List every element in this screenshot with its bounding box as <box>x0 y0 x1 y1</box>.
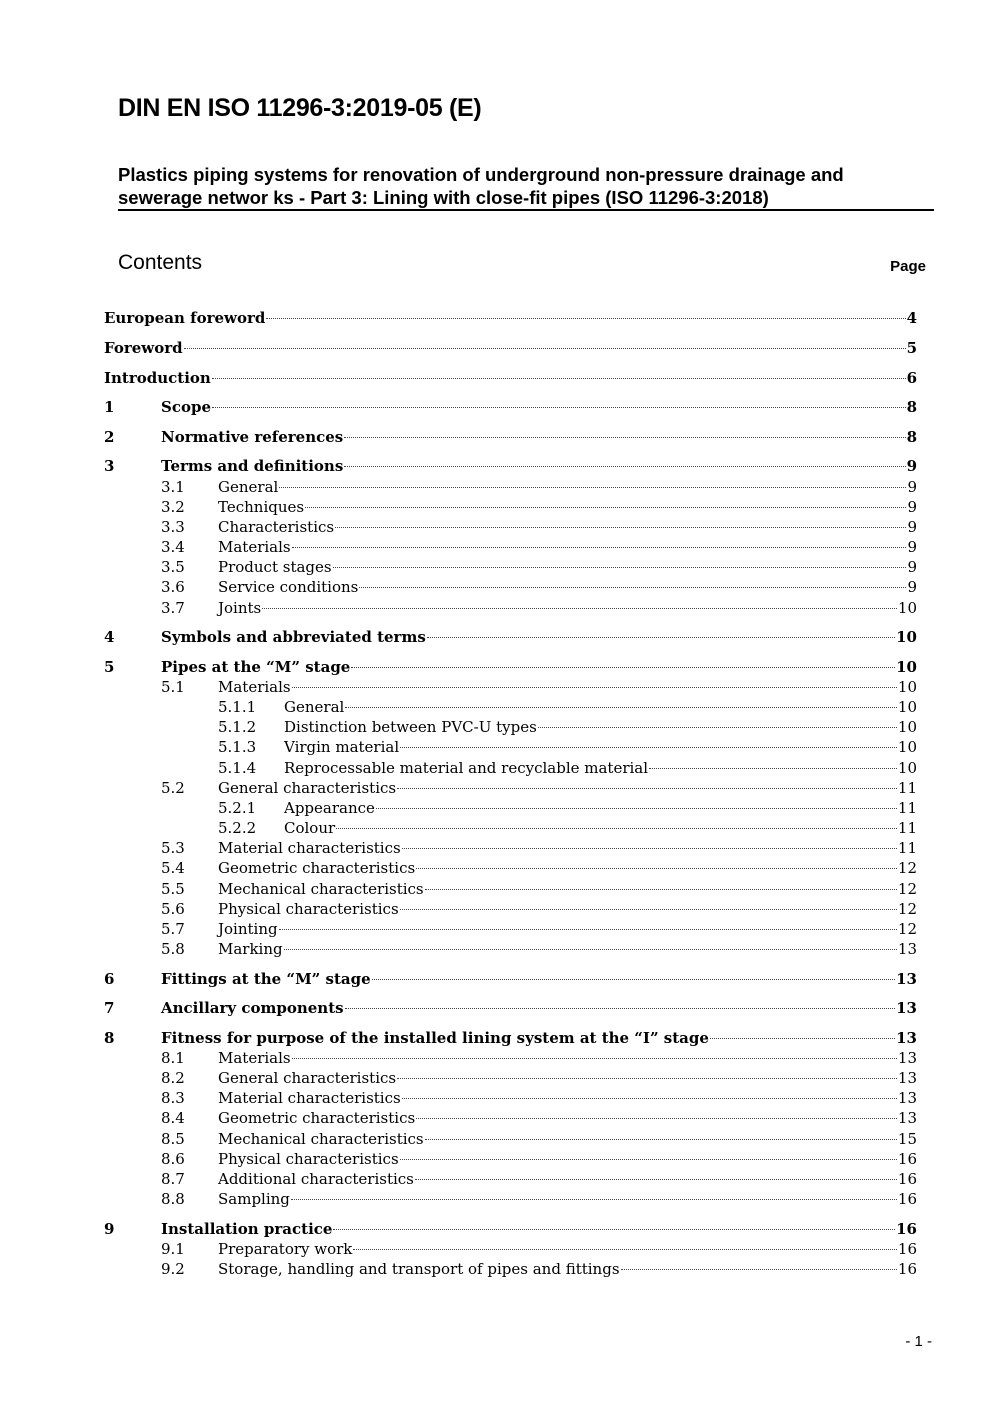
toc-entry-number: 3.6 <box>161 578 185 596</box>
toc-dot-leader <box>336 828 897 829</box>
toc-entry[interactable] <box>0 557 992 577</box>
toc-entry-label: Virgin material <box>284 738 400 756</box>
toc-entry-number: 3.4 <box>161 538 185 556</box>
toc-entry-page: 11 <box>897 779 917 797</box>
toc-entry[interactable] <box>0 1068 992 1088</box>
toc-entry-page: 9 <box>906 457 917 475</box>
toc-entry-label: Appearance <box>284 799 375 817</box>
toc-entry-page: 9 <box>907 538 917 556</box>
toc-dot-leader <box>397 788 897 789</box>
toc-entry-label: Materials <box>218 1049 291 1067</box>
toc-entry-number: 8 <box>104 1029 115 1047</box>
toc-entry-page: 13 <box>896 999 917 1017</box>
toc-entry[interactable] <box>0 677 992 697</box>
toc-entry-label: Geometric characteristics <box>218 859 416 877</box>
toc-entry-label: Sampling <box>218 1190 290 1208</box>
toc-dot-leader <box>649 768 897 769</box>
toc-entry-label: Distinction between PVC-U types <box>284 718 537 736</box>
toc-entry[interactable] <box>0 368 992 388</box>
toc-entry-page: 10 <box>897 698 917 716</box>
toc-entry-page: 9 <box>907 558 917 576</box>
toc-dot-leader <box>402 1098 897 1099</box>
toc-dot-leader <box>376 808 897 809</box>
toc-entry-label: Fitness for purpose of the installed lining system at the “I” stage <box>161 1029 709 1047</box>
toc-entry-page: 13 <box>897 1049 917 1067</box>
toc-entry[interactable] <box>0 1088 992 1108</box>
toc-entry[interactable] <box>0 598 992 618</box>
toc-dot-leader <box>402 848 897 849</box>
page-column-label: Page <box>890 258 926 275</box>
toc-entry-label: Material characteristics <box>218 839 401 857</box>
toc-dot-leader <box>400 747 897 748</box>
toc-entry[interactable] <box>0 969 992 989</box>
toc-dot-leader <box>292 687 897 688</box>
toc-entry-label: Characteristics <box>218 518 335 536</box>
toc-dot-leader <box>292 547 907 548</box>
toc-entry[interactable] <box>0 899 992 919</box>
toc-entry-label: Colour <box>284 819 336 837</box>
toc-entry-page: 13 <box>897 940 917 958</box>
toc-dot-leader <box>345 707 897 708</box>
toc-entry-number: 8.6 <box>161 1150 185 1168</box>
subtitle-line-1: Plastics piping systems for renovation of underground non-pressure drainage and <box>118 164 844 185</box>
toc-entry-page: 13 <box>897 1069 917 1087</box>
toc-dot-leader <box>400 1159 897 1160</box>
toc-entry-page: 5 <box>906 339 917 357</box>
toc-entry[interactable] <box>0 577 992 597</box>
toc-entry-number: 3.5 <box>161 558 185 576</box>
toc-entry-number: 3 <box>104 457 115 475</box>
toc-entry-number: 5.2.1 <box>218 799 257 817</box>
toc-entry[interactable] <box>0 939 992 959</box>
toc-dot-leader <box>266 318 905 319</box>
toc-entry-number: 6 <box>104 970 115 988</box>
toc-entry-page: 9 <box>907 578 917 596</box>
toc-dot-leader <box>292 1058 897 1059</box>
toc-dot-leader <box>353 1249 897 1250</box>
toc-entry-label: Joints <box>218 599 262 617</box>
toc-entry-page: 16 <box>897 1240 917 1258</box>
toc-entry-label: Jointing <box>218 920 278 938</box>
toc-entry[interactable] <box>0 858 992 878</box>
toc-dot-leader <box>305 507 906 508</box>
toc-entry[interactable] <box>0 308 992 328</box>
toc-entry[interactable] <box>0 1189 992 1209</box>
toc-entry-page: 11 <box>897 839 917 857</box>
toc-entry-number: 8.3 <box>161 1089 185 1107</box>
toc-entry-label: Pipes at the “M” stage <box>161 658 351 676</box>
toc-entry-number: 5.1.2 <box>218 718 257 736</box>
toc-entry-number: 5.1.1 <box>218 698 257 716</box>
toc-dot-leader <box>416 1118 897 1119</box>
toc-dot-leader <box>262 608 897 609</box>
toc-dot-leader <box>400 909 897 910</box>
toc-entry-label: General characteristics <box>218 1069 397 1087</box>
toc-entry[interactable] <box>0 798 992 818</box>
toc-entry[interactable] <box>0 758 992 778</box>
toc-dot-leader <box>427 637 895 638</box>
toc-entry[interactable] <box>0 397 992 417</box>
toc-entry-label: General <box>284 698 345 716</box>
toc-entry-page: 9 <box>907 518 917 536</box>
toc-dot-leader <box>212 378 906 379</box>
toc-entry[interactable] <box>0 338 992 358</box>
toc-dot-leader <box>333 567 907 568</box>
toc-dot-leader <box>344 437 905 438</box>
toc-entry-number: 5.1.4 <box>218 759 257 777</box>
toc-entry-label: Foreword <box>104 339 183 357</box>
toc-entry-number: 3.7 <box>161 599 185 617</box>
toc-entry-number: 4 <box>104 628 115 646</box>
toc-entry-number: 9 <box>104 1220 115 1238</box>
toc-entry[interactable] <box>0 919 992 939</box>
subtitle-line-2: sewerage networ ks - Part 3: Lining with close-fit pipes (ISO 11296-3:2018) <box>118 187 769 208</box>
toc-entry-page: 10 <box>897 718 917 736</box>
toc-entry-label: Mechanical characteristics <box>218 1130 424 1148</box>
toc-dot-leader <box>425 889 897 890</box>
toc-dot-leader <box>284 949 897 950</box>
toc-entry[interactable] <box>0 1259 992 1279</box>
toc-entry-number: 1 <box>104 398 115 416</box>
toc-dot-leader <box>335 527 906 528</box>
toc-entry-number: 5.1 <box>161 678 185 696</box>
toc-entry[interactable] <box>0 1028 992 1048</box>
toc-dot-leader <box>279 487 906 488</box>
toc-entry-label: Scope <box>161 398 212 416</box>
toc-entry-page: 16 <box>897 1190 917 1208</box>
toc-entry-label: Symbols and abbreviated terms <box>161 628 426 646</box>
toc-entry-label: Additional characteristics <box>218 1170 414 1188</box>
toc-dot-leader <box>184 348 906 349</box>
toc-entry-number: 5.2.2 <box>218 819 257 837</box>
toc-entry-number: 5 <box>104 658 115 676</box>
toc-entry[interactable] <box>0 1048 992 1068</box>
toc-entry-page: 16 <box>897 1170 917 1188</box>
contents-heading: Contents <box>118 251 203 274</box>
toc-entry-page: 16 <box>897 1260 917 1278</box>
toc-dot-leader <box>425 1139 897 1140</box>
toc-entry-page: 8 <box>906 428 917 446</box>
toc-entry-number: 7 <box>104 999 115 1017</box>
toc-entry-label: Materials <box>218 538 291 556</box>
toc-entry-label: General characteristics <box>218 779 397 797</box>
toc-entry-label: Physical characteristics <box>218 900 399 918</box>
toc-entry-number: 8.1 <box>161 1049 185 1067</box>
toc-entry[interactable] <box>0 879 992 899</box>
toc-dot-leader <box>279 929 897 930</box>
toc-entry-page: 12 <box>897 880 917 898</box>
toc-dot-leader <box>345 1008 896 1009</box>
toc-dot-leader <box>333 1229 895 1230</box>
toc-entry-page: 13 <box>896 1029 917 1047</box>
toc-entry-page: 13 <box>897 1109 917 1127</box>
toc-entry-page: 9 <box>907 498 917 516</box>
toc-dot-leader <box>372 979 895 980</box>
toc-entry[interactable] <box>0 998 992 1018</box>
toc-entry-number: 5.4 <box>161 859 185 877</box>
toc-entry-label: Storage, handling and transport of pipes and fittings <box>218 1260 620 1278</box>
toc-entry[interactable] <box>0 1219 992 1239</box>
toc-entry-page: 16 <box>897 1150 917 1168</box>
toc-entry[interactable] <box>0 838 992 858</box>
toc-dot-leader <box>291 1199 897 1200</box>
toc-entry-page: 11 <box>897 799 917 817</box>
toc-entry-number: 8.8 <box>161 1190 185 1208</box>
toc-entry-label: Introduction <box>104 369 211 387</box>
toc-dot-leader <box>212 407 906 408</box>
toc-entry-page: 4 <box>906 309 917 327</box>
toc-entry-label: Service conditions <box>218 578 359 596</box>
toc-entry-number: 3.3 <box>161 518 185 536</box>
document-title: DIN EN ISO 11296-3:2019-05 (E) <box>118 94 482 122</box>
toc-entry[interactable] <box>0 818 992 838</box>
toc-entry-number: 2 <box>104 428 115 446</box>
toc-entry-label: Reprocessable material and recyclable material <box>284 759 649 777</box>
toc-entry-page: 10 <box>897 599 917 617</box>
toc-dot-leader <box>351 667 895 668</box>
toc-entry-number: 8.4 <box>161 1109 185 1127</box>
toc-entry-page: 13 <box>896 970 917 988</box>
toc-entry-label: Marking <box>218 940 283 958</box>
toc-entry[interactable] <box>0 1239 992 1259</box>
toc-entry-number: 5.1.3 <box>218 738 257 756</box>
toc-entry-label: Preparatory work <box>218 1240 353 1258</box>
toc-dot-leader <box>416 868 897 869</box>
toc-entry[interactable] <box>0 1129 992 1149</box>
toc-entry-number: 5.3 <box>161 839 185 857</box>
toc-entry-page: 9 <box>907 478 917 496</box>
toc-dot-leader <box>359 587 906 588</box>
toc-entry-page: 10 <box>897 738 917 756</box>
toc-entry-number: 5.8 <box>161 940 185 958</box>
toc-entry-number: 9.2 <box>161 1260 185 1278</box>
toc-entry-page: 11 <box>897 819 917 837</box>
toc-entry[interactable] <box>0 717 992 737</box>
toc-entry-label: Normative references <box>161 428 344 446</box>
toc-dot-leader <box>538 727 897 728</box>
toc-entry[interactable] <box>0 657 992 677</box>
toc-dot-leader <box>344 466 905 467</box>
toc-entry-page: 12 <box>897 920 917 938</box>
toc-entry-label: European foreword <box>104 309 266 327</box>
toc-entry-label: Techniques <box>218 498 305 516</box>
toc-entry-label: Geometric characteristics <box>218 1109 416 1127</box>
toc-entry-label: Mechanical characteristics <box>218 880 424 898</box>
toc-entry[interactable] <box>0 456 992 476</box>
toc-entry-label: General <box>218 478 279 496</box>
toc-entry-label: Physical characteristics <box>218 1150 399 1168</box>
toc-entry[interactable] <box>0 537 992 557</box>
toc-dot-leader <box>710 1038 895 1039</box>
toc-dot-leader <box>397 1078 897 1079</box>
toc-entry-page: 10 <box>896 628 917 646</box>
toc-entry-number: 8.7 <box>161 1170 185 1188</box>
toc-entry-label: Material characteristics <box>218 1089 401 1107</box>
toc-entry-label: Ancillary components <box>161 999 344 1017</box>
toc-entry-page: 12 <box>897 900 917 918</box>
toc-entry-number: 5.6 <box>161 900 185 918</box>
toc-entry-page: 13 <box>897 1089 917 1107</box>
toc-entry-number: 8.5 <box>161 1130 185 1148</box>
toc-entry[interactable] <box>0 517 992 537</box>
toc-entry-number: 5.5 <box>161 880 185 898</box>
toc-entry[interactable] <box>0 477 992 497</box>
toc-entry[interactable] <box>0 427 992 447</box>
toc-entry-page: 8 <box>906 398 917 416</box>
toc-dot-leader <box>415 1179 897 1180</box>
toc-entry-label: Terms and definitions <box>161 457 344 475</box>
toc-entry[interactable] <box>0 737 992 757</box>
toc-entry[interactable] <box>0 778 992 798</box>
toc-entry[interactable] <box>0 697 992 717</box>
toc-entry-number: 9.1 <box>161 1240 185 1258</box>
page-number: - 1 - <box>905 1333 932 1350</box>
toc-entry[interactable] <box>0 1149 992 1169</box>
toc-entry-page: 10 <box>897 759 917 777</box>
toc-entry-label: Fittings at the “M” stage <box>161 970 371 988</box>
toc-entry-number: 3.2 <box>161 498 185 516</box>
toc-entry-number: 5.2 <box>161 779 185 797</box>
toc-entry[interactable] <box>0 1169 992 1189</box>
toc-entry-page: 10 <box>897 678 917 696</box>
toc-entry[interactable] <box>0 497 992 517</box>
toc-entry-label: Product stages <box>218 558 332 576</box>
toc-entry-page: 12 <box>897 859 917 877</box>
toc-entry[interactable] <box>0 627 992 647</box>
toc-entry-number: 3.1 <box>161 478 185 496</box>
toc-entry[interactable] <box>0 1108 992 1128</box>
toc-dot-leader <box>621 1269 897 1270</box>
toc-entry-number: 8.2 <box>161 1069 185 1087</box>
toc-entry-page: 16 <box>896 1220 917 1238</box>
toc-entry-number: 5.7 <box>161 920 185 938</box>
toc-entry-page: 6 <box>906 369 917 387</box>
toc-entry-label: Installation practice <box>161 1220 333 1238</box>
toc-entry-page: 10 <box>896 658 917 676</box>
toc-entry-label: Materials <box>218 678 291 696</box>
toc-entry-page: 15 <box>897 1130 917 1148</box>
